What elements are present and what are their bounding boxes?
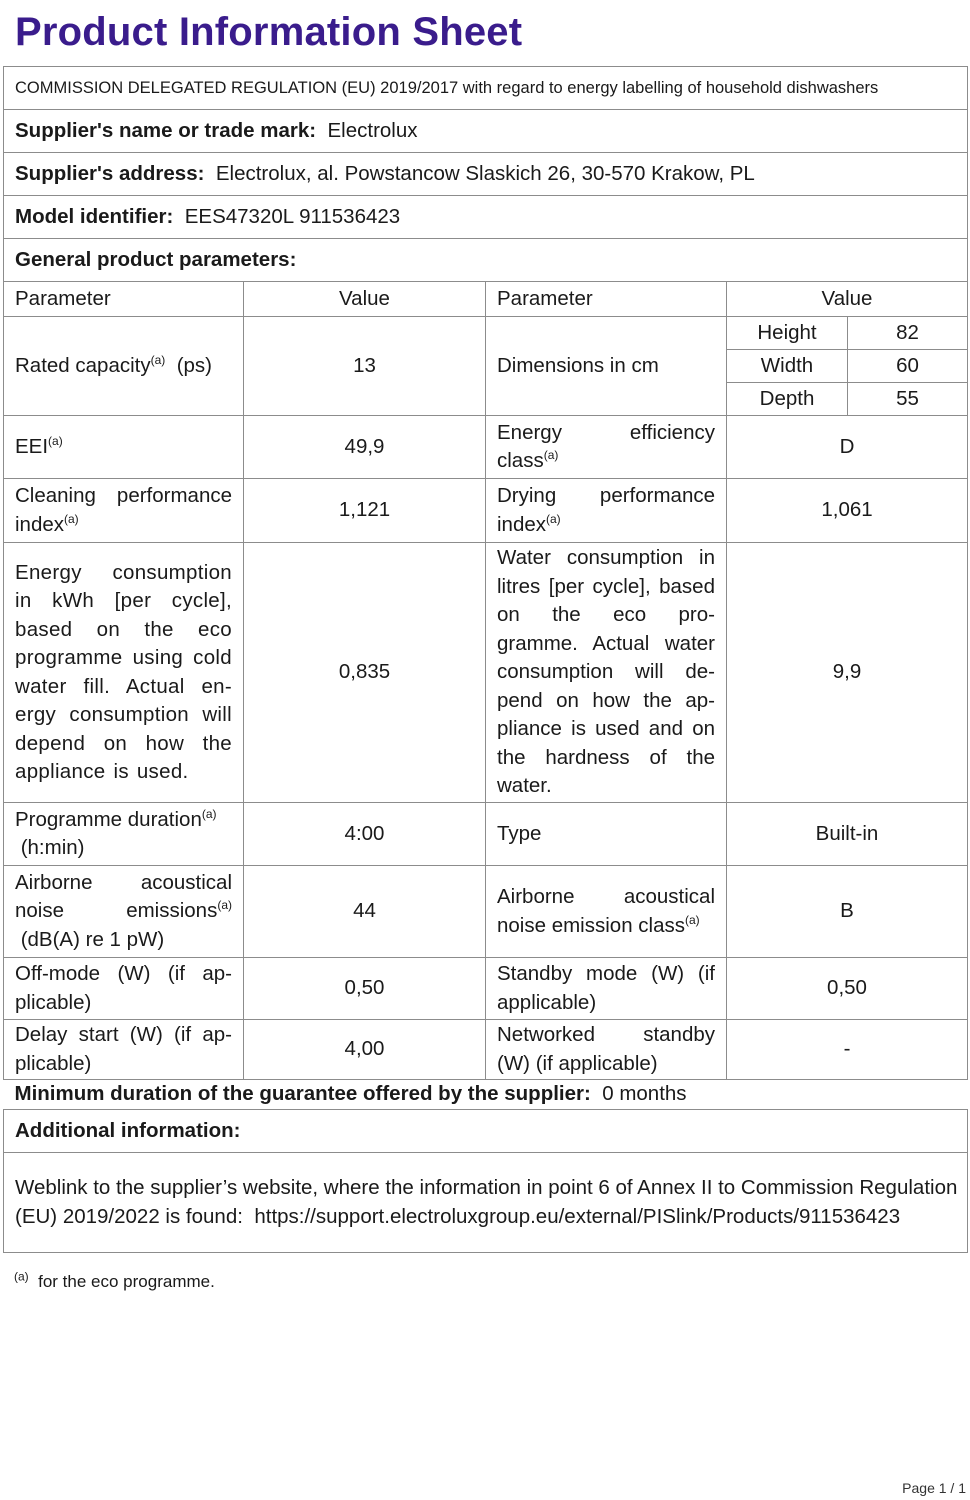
delay-value: 4,00 [244, 1020, 486, 1080]
water-consumption-label: Water consumption in litres [per cycle], based on the eco pro- gramme. Actual water consumption will de- pend on how the ap- pliance is used and on the hardness of the water. [486, 543, 727, 803]
model-row [4, 196, 968, 239]
footnote-text: for the eco programme. [38, 1272, 215, 1291]
height-value: 82 [848, 317, 968, 350]
supplier-address-label: Supplier's address: [15, 161, 205, 185]
guarantee-value: 0 months [602, 1082, 687, 1106]
dimensions-label: Dimensions in cm [486, 317, 727, 416]
noise-class-label: Airborne acoustical noise emission class$^{(a)}$ [486, 866, 727, 958]
additional-info-heading: Additional information: [4, 1110, 968, 1153]
duration-label: Programme duration$^{(a)}$ (h:min) [4, 803, 244, 866]
product-information-sheet [3, 0, 967, 1253]
networked-value: - [727, 1020, 968, 1080]
header-parameter-2: Parameter [486, 282, 727, 317]
cleaning-value: 1,121 [244, 479, 486, 543]
height-label: Height [727, 317, 848, 350]
type-value: Built-in [727, 803, 968, 866]
delay-label: Delay start (W) (if ap- plicable) [4, 1020, 244, 1080]
offmode-value: 0,50 [244, 958, 486, 1020]
standby-label: Standby mode (W) (if applicable) [486, 958, 727, 1020]
weblink-url[interactable]: https://support.electroluxgroup.eu/external/PISlink/Products/911536423 [254, 1204, 901, 1228]
supplier-address-row [4, 153, 968, 196]
standby-value: 0,50 [727, 958, 968, 1020]
regulation-text: COMMISSION DELEGATED REGULATION (EU) 2019/2017 with regard to energy labelling of household dishwashers [4, 67, 968, 110]
cleaning-label: Cleaning performance index$^{(a)}$ [4, 479, 244, 543]
supplier-address-value: Electrolux, al. Powstancow Slaskich 26, 30-570 Krakow, PL [215, 161, 755, 185]
supplier-name-value: Electrolux [327, 118, 418, 142]
header-value-2: Value [727, 282, 968, 317]
model-label: Model identifier: [15, 204, 174, 228]
energy-consumption-label: Energy consumption in kWh [per cycle], based on the eco programme using cold water fill. Actual en- ergy consumption will depend on how the appliance is used. [4, 543, 244, 803]
water-consumption-value: 9,9 [727, 543, 968, 803]
eei-value: 49,9 [244, 416, 486, 479]
general-parameters-heading: General product parameters: [4, 239, 968, 282]
eei-label: EEI$^{(a)}$ [4, 416, 244, 479]
guarantee-row [4, 1080, 968, 1110]
energy-class-value: D [727, 416, 968, 479]
supplier-name-label: Supplier's name or trade mark: [15, 118, 317, 142]
offmode-label: Off-mode (W) (if ap- plicable) [4, 958, 244, 1020]
model-value: EES47320L 911536423 [184, 204, 401, 228]
guarantee-label: Minimum duration of the guarantee offered by the supplier: [14, 1082, 591, 1106]
supplier-name-row [4, 110, 968, 153]
networked-label: Networked standby (W) (if applicable) [486, 1020, 727, 1080]
header-parameter-1: Parameter [4, 282, 244, 317]
depth-label: Depth [727, 383, 848, 416]
footnote [14, 1269, 215, 1292]
page-title: Product Information Sheet [15, 10, 523, 54]
depth-value: 55 [848, 383, 968, 416]
type-label: Type [486, 803, 727, 866]
noise-value: 44 [244, 866, 486, 958]
weblink-cell [4, 1153, 968, 1253]
capacity-label: Rated capacity$^{(a)}$ (ps) [4, 317, 244, 416]
page-number: Page 1 / 1 [902, 1480, 966, 1496]
noise-label: Airborne acoustical noise emissions$^{(a)}$ (dB(A) re 1 pW) [4, 866, 244, 958]
capacity-value: 13 [244, 317, 486, 416]
energy-class-label: Energy efficiency class$^{(a)}$ [486, 416, 727, 479]
duration-value: 4:00 [244, 803, 486, 866]
width-label: Width [727, 350, 848, 383]
footnote-mark: (a) [14, 1269, 29, 1284]
info-table [3, 66, 968, 1253]
drying-label: Drying performance index$^{(a)}$ [486, 479, 727, 543]
width-value: 60 [848, 350, 968, 383]
drying-value: 1,061 [727, 479, 968, 543]
header-value-1: Value [244, 282, 486, 317]
energy-consumption-value: 0,835 [244, 543, 486, 803]
weblink-text: Weblink to the supplier’s website, where the information in point 6 of Annex II to Commission Regulation (EU) 2019/2022 is found: [15, 1176, 958, 1228]
noise-class-value: B [727, 866, 968, 958]
